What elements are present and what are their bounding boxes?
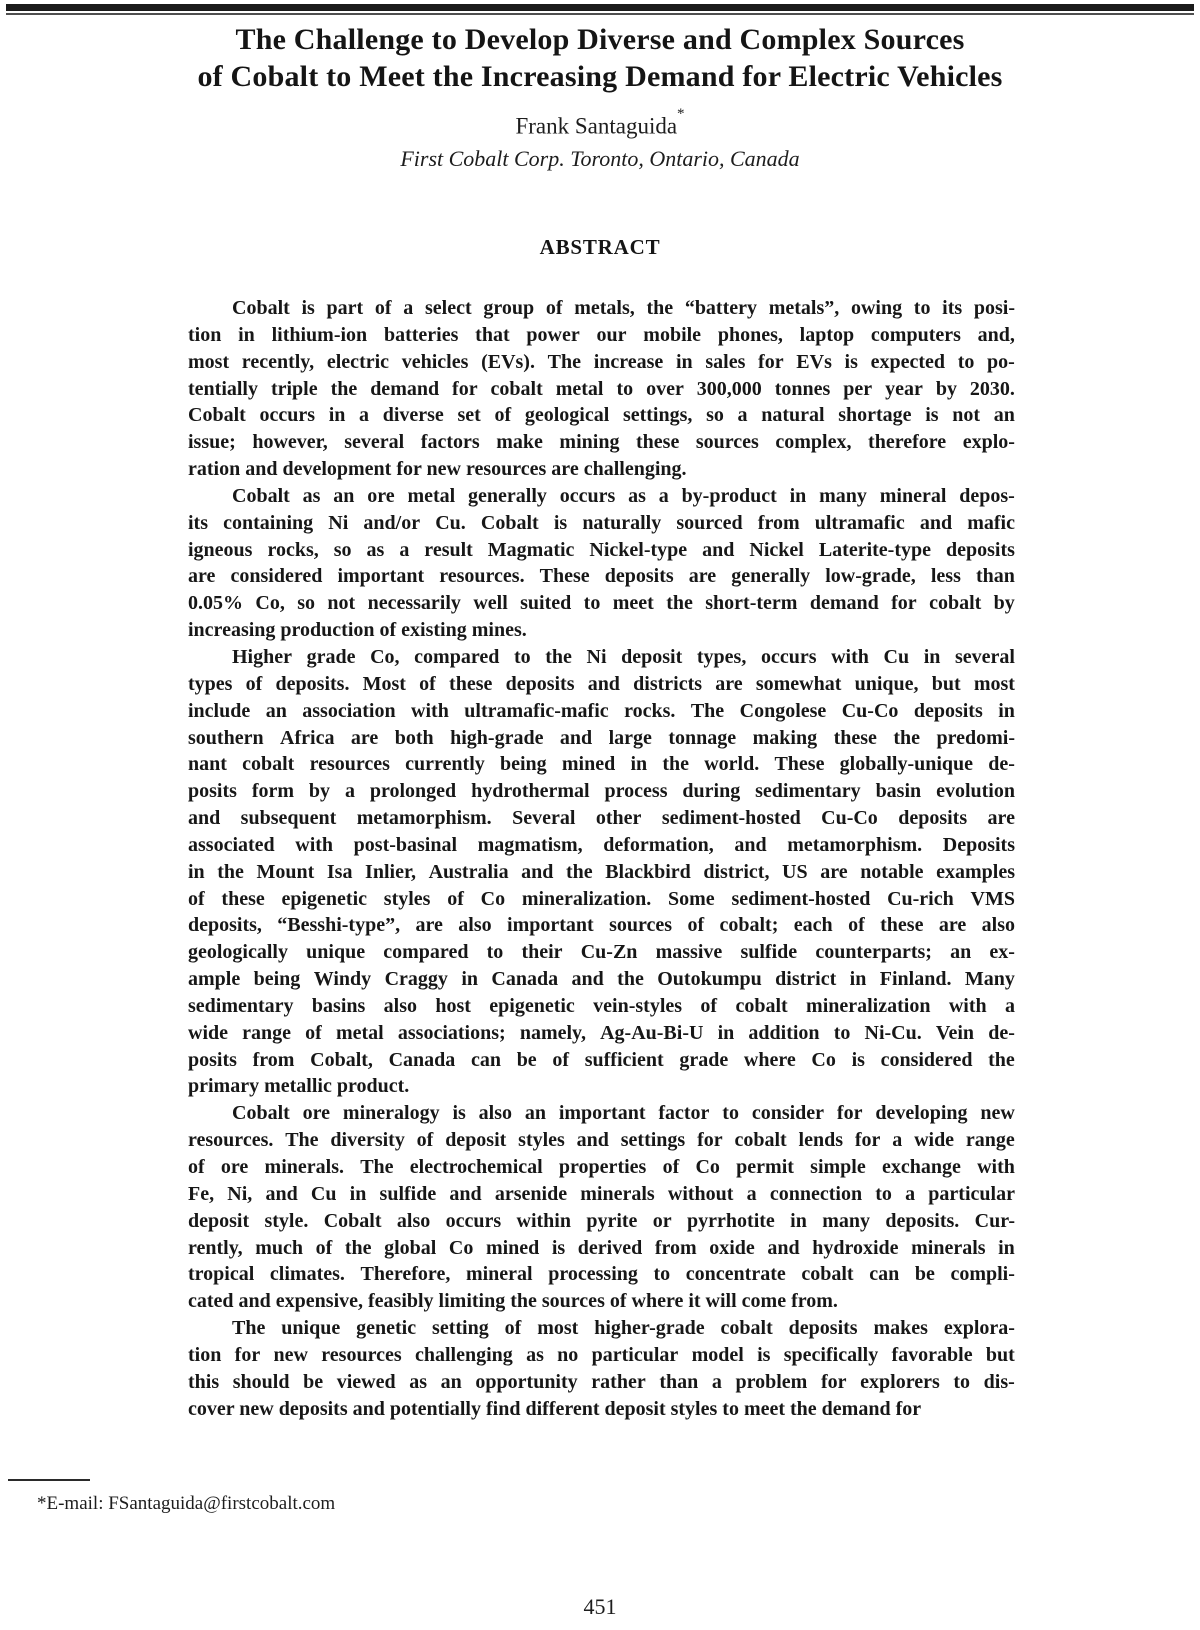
header-rule [6, 4, 1194, 15]
abstract-line: posits form by a prolonged hydrothermal process during sedimentary basin evolution [188, 780, 1015, 803]
abstract-line: geologically unique compared to their Cu-Zn massive sulfide counterparts; an ex- [188, 941, 1015, 964]
abstract-line: deposit style. Cobalt also occurs within pyrite or pyrrhotite in many deposits. Cur- [188, 1209, 1015, 1232]
page-number: 451 [583, 1594, 617, 1619]
author-footnote-marker: * [677, 106, 685, 122]
abstract-heading: ABSTRACT [539, 235, 661, 259]
abstract-line: Higher grade Co, compared to the Ni deposit types, occurs with Cu in several [232, 645, 1015, 668]
abstract-line: tion in lithium-ion batteries that power our mobile phones, laptop computers and, [188, 323, 1015, 346]
abstract-line: increasing production of existing mines. [188, 619, 527, 642]
abstract-line: are considered important resources. These deposits are generally low-grade, less than [188, 565, 1015, 588]
paper-title-line-2: of Cobalt to Meet the Increasing Demand for Electric Vehicles [197, 60, 1003, 93]
abstract-line: include an association with ultramafic-mafic rocks. The Congolese Cu-Co deposits in [188, 699, 1015, 722]
abstract-line: The unique genetic setting of most higher-grade cobalt deposits makes explora- [232, 1317, 1015, 1340]
abstract-line: nant cobalt resources currently being mined in the world. These globally-unique de- [188, 753, 1015, 776]
abstract-line: this should be viewed as an opportunity rather than a problem for explorers to dis- [188, 1370, 1015, 1393]
affiliation: First Cobalt Corp. Toronto, Ontario, Canada [400, 146, 800, 171]
abstract-line: cover new deposits and potentially find different deposit styles to meet the demand for [188, 1397, 922, 1420]
abstract-line: of ore minerals. The electrochemical properties of Co permit simple exchange with [188, 1156, 1015, 1178]
abstract-line: in the Mount Isa Inlier, Australia and the Blackbird district, US are notable examples [188, 860, 1015, 883]
abstract-line: rently, much of the global Co mined is derived from oxide and hydroxide minerals in [188, 1236, 1015, 1259]
abstract-line: ration and development for new resources are challenging. [188, 458, 687, 481]
abstract-line: sedimentary basins also host epigenetic vein-styles of cobalt mineralization with a [188, 994, 1015, 1017]
abstract-line: southern Africa are both high-grade and large tonnage making these the predomi- [188, 726, 1015, 749]
abstract-body [188, 295, 1015, 1422]
abstract-line: wide range of metal associations; namely, Ag-Au-Bi-U in addition to Ni-Cu. Vein de- [188, 1021, 1015, 1044]
abstract-line: tropical climates. Therefore, mineral processing to concentrate cobalt can be compli- [188, 1263, 1015, 1286]
abstract-line: deposits, “Besshi-type”, are also important sources of cobalt; each of these are also [188, 914, 1015, 937]
abstract-line: posits from Cobalt, Canada can be of sufficient grade where Co is considered the [188, 1048, 1015, 1071]
author-line [0, 106, 1200, 140]
abstract-line: types of deposits. Most of these deposits and districts are somewhat unique, but most [188, 672, 1015, 695]
abstract-line: most recently, electric vehicles (EVs). The increase in sales for EVs is expected to po- [188, 350, 1015, 373]
abstract-line: tentially triple the demand for cobalt metal to over 300,000 tonnes per year by 2030. [188, 377, 1015, 400]
header-rule-thick [6, 4, 1194, 11]
footnote-email: *E-mail: FSantaguida@firstcobalt.com [37, 1493, 336, 1514]
abstract-line: ample being Windy Craggy in Canada and the Outokumpu district in Finland. Many [188, 968, 1015, 991]
abstract-line: of these epigenetic styles of Co mineralization. Some sediment-hosted Cu-rich VMS [188, 887, 1015, 910]
abstract-line: and subsequent metamorphism. Several other sediment-hosted Cu-Co deposits are [188, 807, 1015, 830]
abstract-line: associated with post-basinal magmatism, deformation, and metamorphism. Deposits [188, 833, 1015, 856]
abstract-line: tion for new resources challenging as no particular model is specifically favorable but [188, 1343, 1015, 1366]
paper-title-line-1: The Challenge to Develop Diverse and Complex Sources [235, 23, 965, 56]
abstract-line: Fe, Ni, and Cu in sulfide and arsenide minerals without a connection to a particular [188, 1182, 1015, 1205]
author-name: Frank Santaguida [515, 113, 678, 139]
abstract-line: igneous rocks, so as a result Magmatic Nickel-type and Nickel Laterite-type deposits [188, 538, 1015, 561]
abstract-line: issue; however, several factors make mining these sources complex, therefore explo- [188, 431, 1015, 454]
abstract-line: resources. The diversity of deposit styles and settings for cobalt lends for a wide range [188, 1129, 1015, 1152]
header-rule-thin [6, 13, 1194, 15]
abstract-line: 0.05% Co, so not necessarily well suited to meet the short-term demand for cobalt by [188, 592, 1015, 615]
abstract-line: Cobalt as an ore metal generally occurs as a by-product in many mineral depos- [232, 484, 1015, 507]
abstract-line: Cobalt occurs in a diverse set of geological settings, so a natural shortage is not an [188, 404, 1015, 427]
paper-title [0, 21, 1200, 95]
abstract-line: cated and expensive, feasibly limiting the sources of where it will come from. [188, 1290, 838, 1313]
abstract-line: Cobalt ore mineralogy is also an important factor to consider for developing new [232, 1102, 1015, 1125]
abstract-line: primary metallic product. [188, 1075, 410, 1098]
abstract-line: its containing Ni and/or Cu. Cobalt is naturally sourced from ultramafic and mafic [188, 511, 1015, 534]
footnote-rule [8, 1479, 90, 1481]
abstract-line: Cobalt is part of a select group of metals, the “battery metals”, owing to its posi- [232, 297, 1015, 319]
